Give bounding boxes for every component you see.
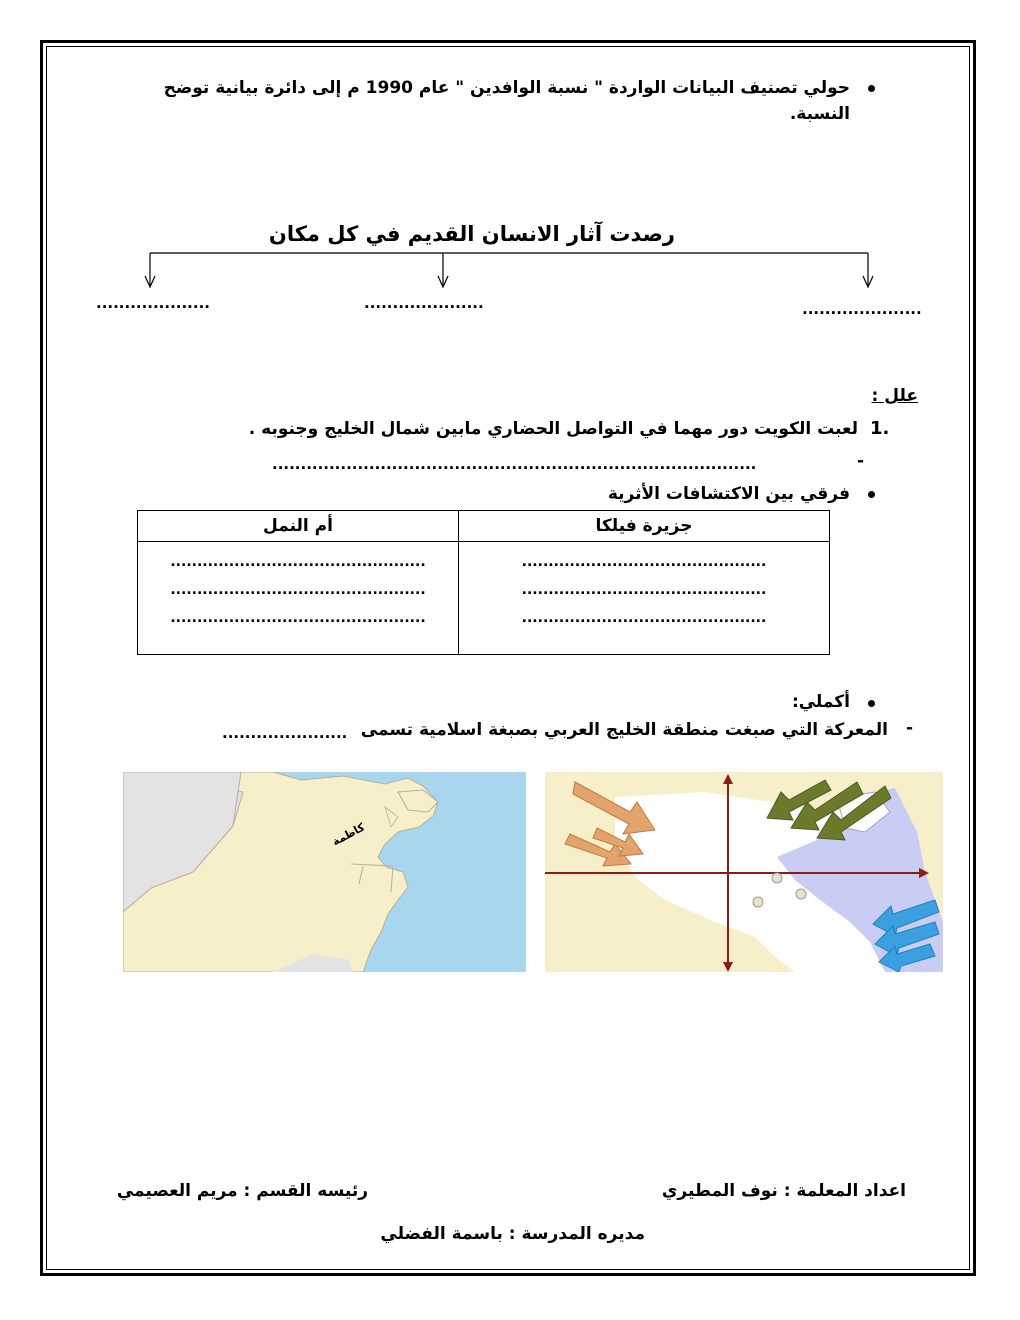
answer-line[interactable]: .............................................. (521, 610, 767, 626)
answer-line[interactable]: .............................................. (521, 582, 767, 598)
answer-line[interactable]: ................................................ (170, 582, 426, 598)
kuwait-map (123, 772, 526, 972)
compare-cell-failaka[interactable] (459, 542, 830, 655)
kuwait-map-graphic (123, 772, 526, 972)
complete-statement: المعركة التي صبغت منطقة الخليج العربي بصبغة اسلامية تسمى (360, 720, 888, 740)
compare-header-failaka: جزيرة فيلكا (459, 511, 830, 542)
diagram-blank-middle[interactable]: ..................... (364, 294, 484, 312)
bullet (868, 85, 875, 92)
footer-principal: مديره المدرسة : باسمة الفضلي (380, 1224, 645, 1244)
complete-dash: - (906, 718, 914, 738)
answer-line[interactable]: .............................................. (521, 554, 767, 570)
complete-blank[interactable]: ...................... (222, 724, 348, 742)
kuwait-map-label-kazma: كاظمة (329, 820, 367, 849)
footer-teacher: اعداد المعلمة : نوف المطيري (661, 1181, 906, 1201)
compare-table (137, 510, 830, 655)
q1-line2: النسبة. (789, 104, 850, 124)
justify-statement: لعبت الكويت دور مهما في التواصل الحضاري مابين شمال الخليج وجنوبه . (248, 419, 858, 439)
q1-line1: حولي تصنيف البيانات الواردة " نسبة الوافدين " عام 1990 م إلى دائرة بيانية توضح (163, 78, 850, 98)
diagram-blank-right[interactable]: ..................... (802, 300, 922, 318)
complete-label: أكملي: (791, 692, 850, 712)
compare-prompt: فرقي بين الاكتشافات الأثرية (607, 484, 850, 504)
answer-line[interactable]: ................................................ (170, 610, 426, 626)
diagram-title: رصدت آثار الانسان القديم في كل مكان (268, 222, 675, 246)
justify-dash: - (857, 451, 865, 471)
compare-header-umm-alnamel: أم النمل (138, 511, 459, 542)
justify-answer-line[interactable]: ..................................................................................... (272, 455, 757, 473)
bullet (868, 491, 875, 498)
compare-cell-umm-alnamel[interactable] (138, 542, 459, 655)
routes-map (545, 772, 943, 972)
answer-line[interactable]: ................................................ (170, 554, 426, 570)
justify-label: علل : (871, 386, 918, 406)
bullet (868, 700, 875, 707)
diagram-blank-left[interactable]: .................... (96, 294, 210, 312)
footer-department-head: رئيسه القسم : مريم العصيمي (116, 1181, 368, 1201)
routes-map-graphic (545, 772, 943, 972)
justify-number: 1. (870, 418, 890, 439)
